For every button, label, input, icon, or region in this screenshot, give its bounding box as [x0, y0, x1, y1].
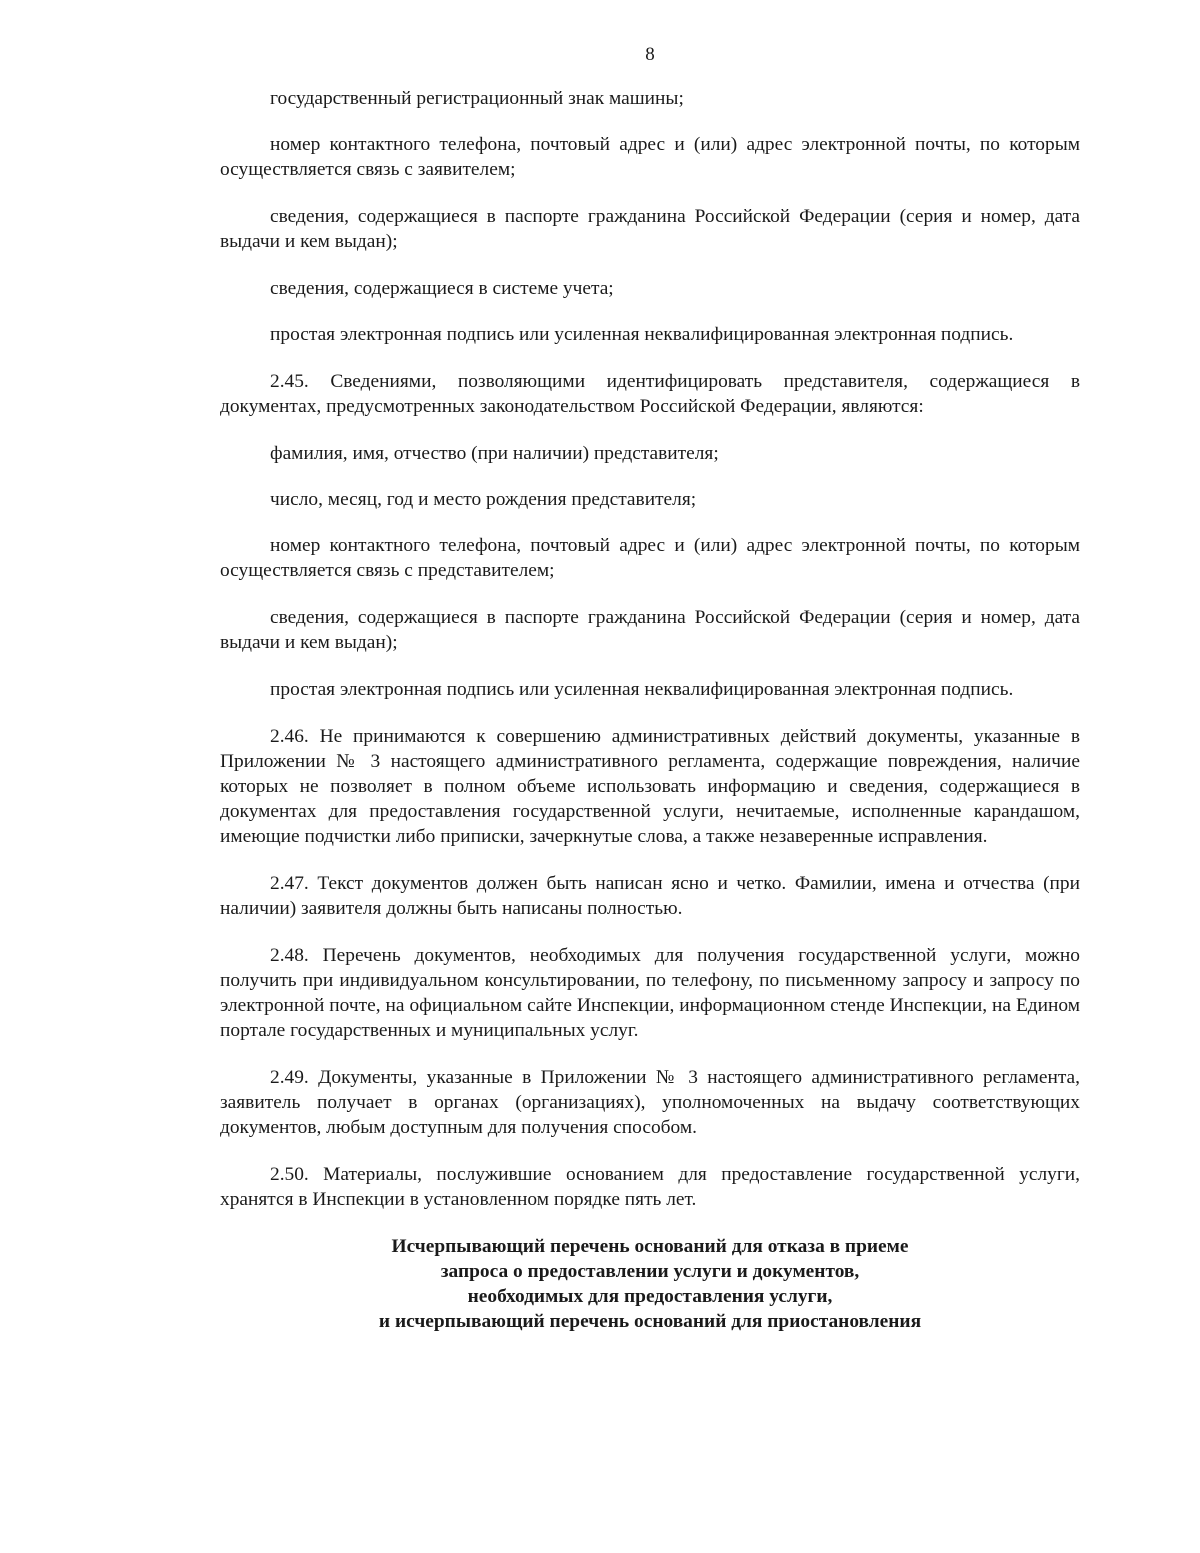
- paragraph: номер контактного телефона, почтовый адрес и (или) адрес электронной почты, по которым осуществляется связь с представителем;: [220, 535, 1080, 581]
- paragraph: 2.47. Текст документов должен быть написан ясно и четко. Фамилии, имена и отчества (при наличии) заявителя должны быть написаны полностью.: [220, 873, 1080, 919]
- paragraph: государственный регистрационный знак машины;: [270, 88, 684, 109]
- paragraph: простая электронная подпись или усиленная неквалифицированная электронная подпись.: [270, 324, 1014, 345]
- paragraph: число, месяц, год и место рождения представителя;: [270, 489, 697, 510]
- paragraph: простая электронная подпись или усиленная неквалифицированная электронная подпись.: [270, 679, 1014, 700]
- paragraph: сведения, содержащиеся в паспорте гражданина Российской Федерации (серия и номер, дата выдачи и кем выдан);: [220, 607, 1080, 653]
- paragraph: 2.46. Не принимаются к совершению административных действий документы, указанные в Приложении № 3 настоящего административного регламента, содержащие повреждения, наличие которых не позволяет в полном объеме использовать информацию и сведения, содержащиеся в документах для предоставления государственной услуги, нечитаемые, исполненные карандашом, имеющие подчистки либо приписки, зачеркнутые слова, а также незаверенные исправления.: [220, 726, 1080, 847]
- paragraph: сведения, содержащиеся в системе учета;: [270, 278, 614, 299]
- paragraph: 2.45. Сведениями, позволяющими идентифицировать представителя, содержащиеся в документах, предусмотренных законодательством Российской Федерации, являются:: [220, 371, 1080, 417]
- paragraph: 2.49. Документы, указанные в Приложении № 3 настоящего административного регламента, заявитель получает в органах (организациях), уполномоченных на выдачу соответствующих документов, любым доступным для получения способом.: [220, 1067, 1080, 1138]
- paragraph: сведения, содержащиеся в паспорте гражданина Российской Федерации (серия и номер, дата выдачи и кем выдан);: [220, 206, 1080, 252]
- heading-line: Исчерпывающий перечень оснований для отказа в приеме: [391, 1236, 909, 1257]
- paragraph: номер контактного телефона, почтовый адрес и (или) адрес электронной почты, по которым осуществляется связь с заявителем;: [220, 134, 1080, 180]
- paragraph: 2.48. Перечень документов, необходимых для получения государственной услуги, можно получить при индивидуальном консультировании, по телефону, по письменному запросу и запросу по электронной почте, на официальном сайте Инспекции, информационном стенде Инспекции, на Едином портале государственных и муниципальных услуг.: [220, 945, 1080, 1041]
- document-body: [220, 86, 1080, 1334]
- heading-line: и исчерпывающий перечень оснований для приостановления: [378, 1311, 922, 1332]
- paragraph: 2.50. Материалы, послужившие основанием для предоставление государственной услуги, хранятся в Инспекции в установленном порядке пять лет.: [220, 1164, 1080, 1210]
- page-number: 8: [645, 44, 655, 65]
- heading-line: необходимых для предоставления услуги,: [467, 1286, 833, 1307]
- paragraph: фамилия, имя, отчество (при наличии) представителя;: [270, 443, 719, 464]
- section-heading: [220, 1234, 1080, 1334]
- heading-line: запроса о предоставлении услуги и документов,: [440, 1261, 860, 1282]
